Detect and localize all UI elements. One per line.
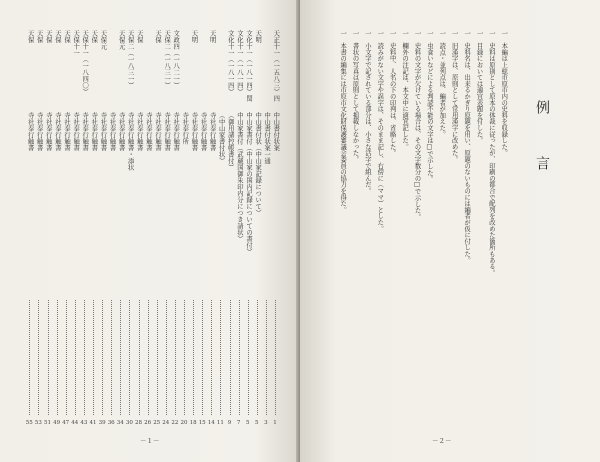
- left-folio: －１－: [140, 437, 160, 445]
- contents-leader: [230, 300, 232, 415]
- contents-leader: [120, 300, 122, 415]
- contents-leader: [175, 300, 177, 415]
- contents-era: 天保: [62, 30, 70, 43]
- contents-title: 寺社奉行触書: [208, 112, 216, 151]
- preface-line: 一 書状の写真は原則として掲載しなかった。: [351, 30, 359, 163]
- contents-title: 寺社奉行触書: [190, 112, 198, 151]
- contents-page-number: 30: [125, 420, 133, 426]
- contents-page-number: 14: [207, 420, 215, 426]
- contents-leader: [239, 300, 241, 415]
- preface-line: 一 史料は原則として原本の体裁に従ったが、印刷の都合で配列を改めた箇所もある。: [487, 30, 495, 276]
- contents-era: 天保十一（一八四〇）: [81, 30, 89, 95]
- contents-era: 天明: [190, 30, 198, 43]
- contents-title: 寺社奉行触書: [108, 112, 116, 151]
- contents-leader: [111, 300, 113, 415]
- right-page: [300, 0, 600, 462]
- contents-title: 寺社奉行触書: [53, 112, 61, 151]
- contents-era: 文化十一（一八一四）閏: [244, 30, 252, 102]
- right-folio: －２－: [432, 437, 452, 445]
- contents-era: 天保元: [99, 30, 107, 50]
- contents-title: 寺社奉行触書: [135, 112, 143, 151]
- contents-page-number: 51: [44, 420, 51, 426]
- contents-page-number: 22: [171, 420, 179, 426]
- contents-page-number: 1: [273, 420, 277, 426]
- contents-title: 中山家書付（武蔵国御朱印内分につき請状）: [235, 112, 243, 242]
- contents-era: 天明: [254, 30, 262, 43]
- preface-heading: 例 言: [534, 100, 550, 184]
- contents-leader: [257, 300, 259, 415]
- preface-line: 一 史料名は、出来るかぎり原題を用い、原題のないものには編者が仮に付した。: [463, 30, 471, 264]
- preface-line: 一 本編は上総市原市内の史料を収録した。: [500, 30, 508, 156]
- contents-page-number: 5: [255, 420, 259, 426]
- contents-page-number: 41: [89, 420, 97, 426]
- contents-era: 天保: [35, 30, 43, 43]
- contents-page-number: 7: [236, 420, 241, 426]
- contents-era: 天保十一: [72, 30, 80, 56]
- contents-title: 寺社奉行触書: [72, 112, 80, 151]
- contents-title: 寺社奉行触書: [90, 112, 98, 151]
- contents-leader: [84, 300, 86, 415]
- contents-title: 寺社奉行所: [181, 112, 189, 145]
- contents-leader: [220, 300, 222, 415]
- contents-page-number: 11: [216, 420, 224, 426]
- contents-page-number: 44: [71, 420, 79, 426]
- contents-page-number: 15: [198, 420, 206, 426]
- contents-era: 天保: [153, 30, 161, 43]
- contents-title: 寺社奉行触書: [117, 112, 125, 151]
- preface-line: 一 読みがない文字や誤字は、そのまま記し、右傍に（ママ）とした。: [376, 30, 384, 232]
- contents-page-number: 28: [135, 420, 142, 426]
- contents-title: 寺社奉行触書: [44, 112, 52, 151]
- contents-page-number: 47: [62, 420, 70, 426]
- contents-title: 寺社奉行触書: [172, 112, 180, 151]
- contents-leader: [184, 300, 186, 415]
- contents-page-number: 34: [116, 420, 124, 426]
- preface-line: 一 欄外の注記は、本文中に適宜記した。: [401, 30, 409, 150]
- contents-title: （御用諸控帳書付）: [226, 112, 234, 171]
- contents-title: 寺社奉行触書: [62, 112, 70, 151]
- contents-title: 中山書付状案一通: [263, 112, 271, 164]
- contents-era: 文化十一（一八一四）: [226, 30, 234, 95]
- contents-leader: [129, 300, 131, 415]
- contents-leader: [75, 300, 77, 415]
- preface-line: 一 小文字で記されている部分は、小さな活字で組んだ。: [363, 30, 371, 194]
- contents-title: 寺社奉行触書: [163, 112, 171, 151]
- contents-page-number: 5: [245, 420, 250, 426]
- contents-page-number: 25: [153, 420, 161, 426]
- contents-title: 寺社奉行触書: [26, 112, 34, 151]
- preface-line: 一 読点・並列点は、編者が加えた。: [438, 30, 446, 138]
- contents-page-number: 49: [53, 420, 61, 426]
- contents-page-number: 39: [98, 420, 106, 426]
- contents-page-number: 55: [25, 420, 33, 426]
- contents-title: 中山家書付（中山家の国内記録についての書付）: [244, 112, 252, 255]
- contents-leader: [93, 300, 95, 415]
- contents-leader: [57, 300, 59, 415]
- contents-leader: [66, 300, 68, 415]
- contents-era: 文政四（一八二一）: [172, 30, 180, 89]
- contents-title: 中山書付状（中山家記録について）: [254, 112, 262, 216]
- contents-leader: [148, 300, 150, 415]
- contents-leader: [38, 300, 40, 415]
- contents-title: （中山家書付状）: [217, 112, 225, 164]
- contents-era: 天保: [90, 30, 98, 43]
- contents-era: 天保: [26, 30, 34, 43]
- contents-title: 寺社奉行触書: [81, 112, 89, 151]
- contents-leader: [211, 300, 213, 415]
- contents-page-number: 9: [227, 420, 232, 426]
- contents-leader: [157, 300, 159, 415]
- contents-era: 天保: [135, 30, 143, 43]
- contents-title: 中山書付状案: [272, 112, 280, 151]
- contents-title: 寺社奉行触書: [99, 112, 107, 151]
- contents-era: 天保: [53, 30, 61, 43]
- preface-line: 一 旧漢字は、原則として常用漢字に改めた。: [450, 30, 458, 163]
- contents-era: 天明: [208, 30, 216, 43]
- contents-page-number: 3: [264, 420, 268, 426]
- contents-era: 天保二（一八三一）: [126, 30, 134, 89]
- contents-title: 寺社奉行触書: [199, 112, 207, 151]
- preface-line: 一 虫食いなどによる判読不能の文字は□で示した。: [425, 30, 433, 182]
- contents-leader: [202, 300, 204, 415]
- contents-leader: [275, 300, 277, 415]
- contents-leader: [266, 300, 268, 415]
- preface-line: 一 史料の文字が欠けている場合は、その文字数分の□で示した。: [413, 30, 421, 220]
- contents-leader: [102, 300, 104, 415]
- preface-line: 一 史料中、人名の下の印判は、省略した。: [388, 30, 396, 156]
- preface-line: 一 本書の編集には市原市文化財保護審議会委員の協力を得た。: [339, 30, 347, 213]
- contents-era: 天保元: [117, 30, 125, 50]
- contents-page-number: 18: [189, 420, 197, 426]
- contents-era: 天正十一（一五八三）四: [272, 30, 280, 102]
- contents-era: 天保二（一八三一）: [163, 30, 171, 89]
- contents-leader: [29, 300, 31, 415]
- contents-title: 寺社奉行触書: [153, 112, 161, 151]
- contents-page-number: 24: [162, 420, 170, 426]
- contents-era: 天保: [44, 30, 52, 43]
- contents-leader: [139, 300, 141, 415]
- contents-page-number: 36: [107, 420, 115, 426]
- contents-page-number: 53: [34, 420, 42, 426]
- contents-title: 寺社奉行触書: [144, 112, 152, 151]
- contents-leader: [193, 300, 195, 415]
- contents-leader: [248, 300, 250, 415]
- preface-line: 一 目録においては適宜表題を付した。: [475, 30, 483, 144]
- contents-title: 寺社奉行触書: [35, 112, 43, 151]
- contents-title: 寺社奉行触書・添状: [126, 112, 134, 171]
- contents-leader: [166, 300, 168, 415]
- contents-page-number: 20: [180, 420, 188, 426]
- contents-page-number: 43: [80, 420, 88, 426]
- contents-page-number: 26: [144, 420, 152, 426]
- contents-era: 文化十一（一八一四）: [235, 30, 243, 95]
- contents-leader: [48, 300, 50, 415]
